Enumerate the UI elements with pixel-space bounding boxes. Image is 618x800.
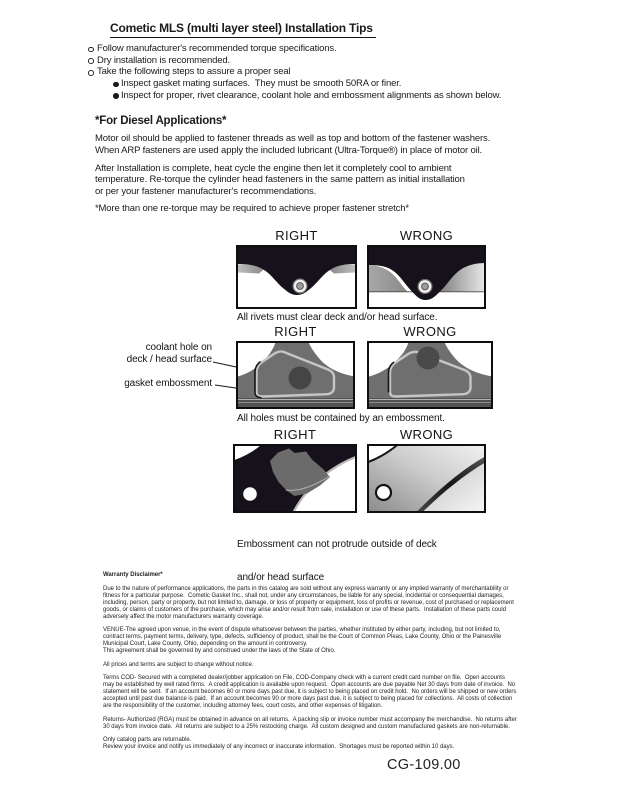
row2-right-label: RIGHT [274, 324, 317, 339]
diesel-paragraph-3: *More than one re-torque may be required to achieve proper fastener stretch* [95, 203, 409, 214]
returnable-paragraph: Only catalog parts are returnable. [103, 737, 192, 743]
row2-wrong-diagram [367, 341, 493, 409]
row1-right-diagram [236, 245, 357, 309]
page-title: Cometic MLS (multi layer steel) Installation Tips [110, 21, 376, 38]
row3-caption: Embossment can not protrude outside of deck and/or head surface [237, 539, 437, 583]
diesel-paragraph-2: After Installation is complete, heat cycle the engine then let it completely cool to ambient temperature. Re-torque the cylinder head fasteners in the same pattern as initial installation or per your fastener manufacturer's recommendations. [95, 162, 465, 197]
bullet-item: Dry installation is recommended. [88, 55, 533, 67]
embossment-protrusion-right-illustration [233, 444, 357, 513]
hole-embossment-wrong-illustration [367, 341, 493, 409]
open-bullet-icon [88, 70, 94, 76]
open-bullet-icon [88, 47, 94, 53]
row1-caption: All rivets must clear deck and/or head surface. [237, 312, 438, 323]
sub-bullet-item: Inspect gasket mating surfaces. They must be smooth 50RA or finer. [88, 78, 533, 90]
diesel-heading: *For Diesel Applications* [95, 115, 227, 127]
sub-bullet-item: Inspect for proper, rivet clearance, coolant hole and embossment alignments as shown below. [88, 90, 533, 102]
agreement-paragraph: This agreement shall be governed by and construed under the laws of the State of Ohio. [103, 648, 336, 654]
row2-caption: All holes must be contained by an embossment. [237, 413, 445, 424]
review-paragraph: Review your invoice and notify us immediately of any incorrect or inaccurate information. Shortages must be reported within 10 days. [103, 744, 455, 750]
diesel-paragraph-1: Motor oil should be applied to fastener threads as well as top and bottom of the fastener washers. When ARP fasteners are used apply the included lubricant (Ultra-Torque®) in place of motor oil. [95, 133, 491, 156]
gasket-embossment-annotation: gasket embossment [124, 378, 212, 389]
bullet-item: Take the following steps to assure a proper seal [88, 66, 533, 78]
warranty-heading: Warranty Disclaimer* [103, 572, 163, 578]
filled-bullet-icon [113, 93, 119, 99]
rivet-clearance-right-illustration [236, 245, 357, 309]
row3-right-label: RIGHT [273, 427, 317, 442]
warranty-disclaimer-section [103, 572, 517, 758]
rivet-clearance-wrong-illustration [367, 245, 486, 309]
embossment-protrusion-wrong-illustration [367, 444, 486, 513]
prices-paragraph: All prices and terms are subject to change without notice. [103, 661, 254, 668]
row1-wrong-diagram [367, 245, 486, 309]
row2-wrong-label: WRONG [403, 324, 457, 339]
row2-right-diagram [236, 341, 355, 409]
row3-right-diagram [233, 444, 357, 513]
tips-bullet-list [88, 43, 533, 102]
row3-wrong-label: WRONG [399, 427, 454, 442]
terms-paragraph: Terms COD- Secured with a completed dealer/jobber application on File, COD-Company check with a current credit card number on file. Open accounts may be established by well rated firms. A credit application is available upon request. Open accounts are due payable Net 30 days from date of invoice. No statement will be sent. If an account becomes 60 or more days past due, it is subject to being placed on credit hold. No orders will be shipped or new orders accepted until past due balance is paid. If an account becomes 90 or more days past due, it is subject to being placed for collections. All costs of collection are the responsibility of the customer, including attorney fees, court costs, and other expenses of litigation. [103, 675, 519, 709]
coolant-hole-annotation: coolant hole on deck / head surface [126, 342, 212, 365]
open-bullet-icon [88, 58, 94, 64]
warranty-paragraph: Due to the nature of performance applications, the parts in this catalog are sold without any express warranty or any implied warranty of merchantability or fitness for a particular purpose. Cometic Gasket Inc., shall not, under any circumstances, be liable for any special, incidental or consequential damages, including, person, party or property, but not limited to, damage, or loss of property or equipment, loss of profits or revenue, cost of purchased or replacement goods, or claims of customers of the purchase, which may arise and/or result from sale, installation or use of these parts. Installation of these parts could adversely affect the motor manufacturers warranty coverage. [103, 585, 516, 620]
page-code: CG-109.00 [387, 757, 461, 773]
row3-wrong-diagram [367, 444, 486, 513]
filled-bullet-icon [113, 82, 119, 88]
hole-embossment-right-illustration [236, 341, 355, 409]
bullet-item: Follow manufacturer's recommended torque specifications. [88, 43, 533, 55]
returns-paragraph: Returns- Authorized (RGA) must be obtained in advance on all returns. A packing slip or invoice number must accompany the merchandise. No returns after 30 days from invoice date. All returns are subject to a 25% restocking charge. All custom designed and custom manufactured gaskets are non-returnable. [103, 716, 519, 730]
venue-paragraph: VENUE-The agreed upon venue, in the event of dispute whatsoever between the parties, whether instituted by either party, including, but not limited to, contract terms, payment terms, delivery, type, defects, sufficiency of product, shall be the Court of Common Pleas, Lake County, Ohio or the Painesville Municipal Court, Lake County, Ohio, depending on the amount in controversy. [103, 627, 503, 647]
row1-wrong-label: WRONG [399, 228, 454, 243]
row1-right-label: RIGHT [275, 228, 318, 243]
